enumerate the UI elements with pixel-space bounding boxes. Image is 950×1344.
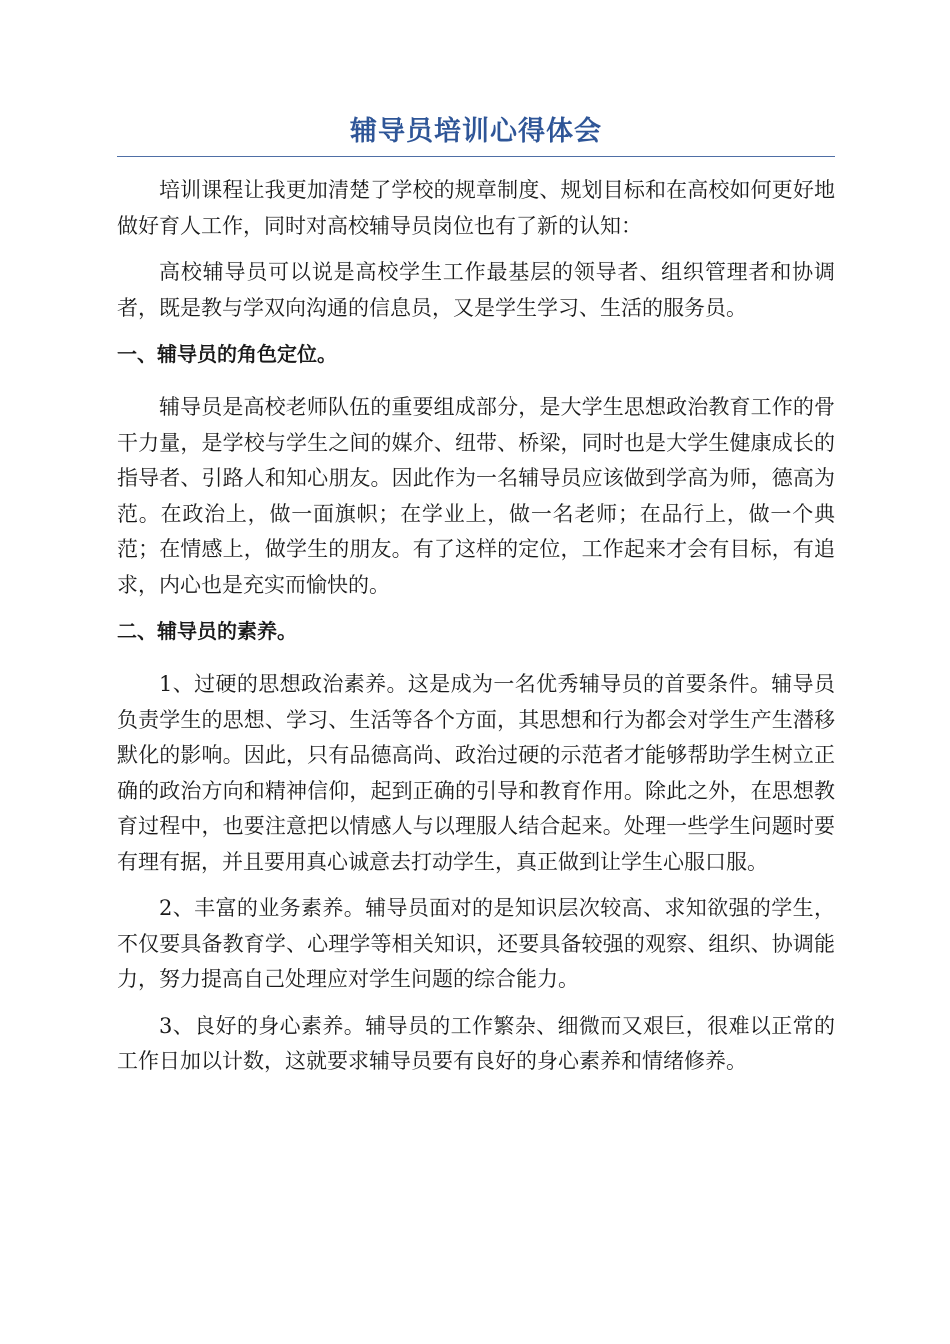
section-role-paragraph-1: 辅导员是高校老师队伍的重要组成部分，是大学生思想政治教育工作的骨干力量，是学校与学生之间的媒介、纽带、桥梁，同时也是大学生健康成长的指导者、引路人和知心朋友。因此作为一名辅导员应该做到学高为师，德高为范。在政治上，做一面旗帜；在学业上，做一名老师；在品行上，做一个典范；在情感上，做学生的朋友。有了这样的定位，工作起来才会有目标，有追求，内心也是充实而愉快的。 [117, 395, 835, 597]
section-qualities-paragraph-2: 2、丰富的业务素养。辅导员面对的是知识层次较高、求知欲强的学生，不仅要具备教育学、心理学等相关知识，还要具备较强的观察、组织、协调能力，努力提高自己处理应对学生问题的综合能力。 [117, 896, 835, 991]
section-qualities-paragraph-1: 1、过硬的思想政治素养。这是成为一名优秀辅导员的首要条件。辅导员负责学生的思想、学习、生活等各个方面，其思想和行为都会对学生产生潜移默化的影响。因此，只有品德高尚、政治过硬的示范者才能够帮助学生树立正确的政治方向和精神信仰，起到正确的引导和教育作用。除此之外，在思想教育过程中，也要注意把以情感人与以理服人结合起来。处理一些学生问题时要有理有据，并且要用真心诚意去打动学生，真正做到让学生心服口服。 [117, 672, 835, 874]
section-heading-qualities: 二、辅导员的素养。 [117, 619, 297, 643]
document-title: 辅导员培训心得体会 [350, 116, 602, 147]
intro-paragraph-1: 培训课程让我更加清楚了学校的规章制度、规划目标和在高校如何更好地做好育人工作，同时对高校辅导员岗位也有了新的认知： [117, 178, 835, 238]
section-qualities-paragraph-3: 3、良好的身心素养。辅导员的工作繁杂、细微而又艰巨，很难以正常的工作日加以计数，这就要求辅导员要有良好的身心素养和情绪修养。 [117, 1013, 835, 1073]
intro-paragraph-2: 高校辅导员可以说是高校学生工作最基层的领导者、组织管理者和协调者，既是教与学双向沟通的信息员，又是学生学习、生活的服务员。 [117, 260, 835, 320]
document-page [117, 112, 835, 1091]
title-divider [117, 156, 835, 157]
section-heading-role: 一、辅导员的角色定位。 [117, 342, 337, 366]
